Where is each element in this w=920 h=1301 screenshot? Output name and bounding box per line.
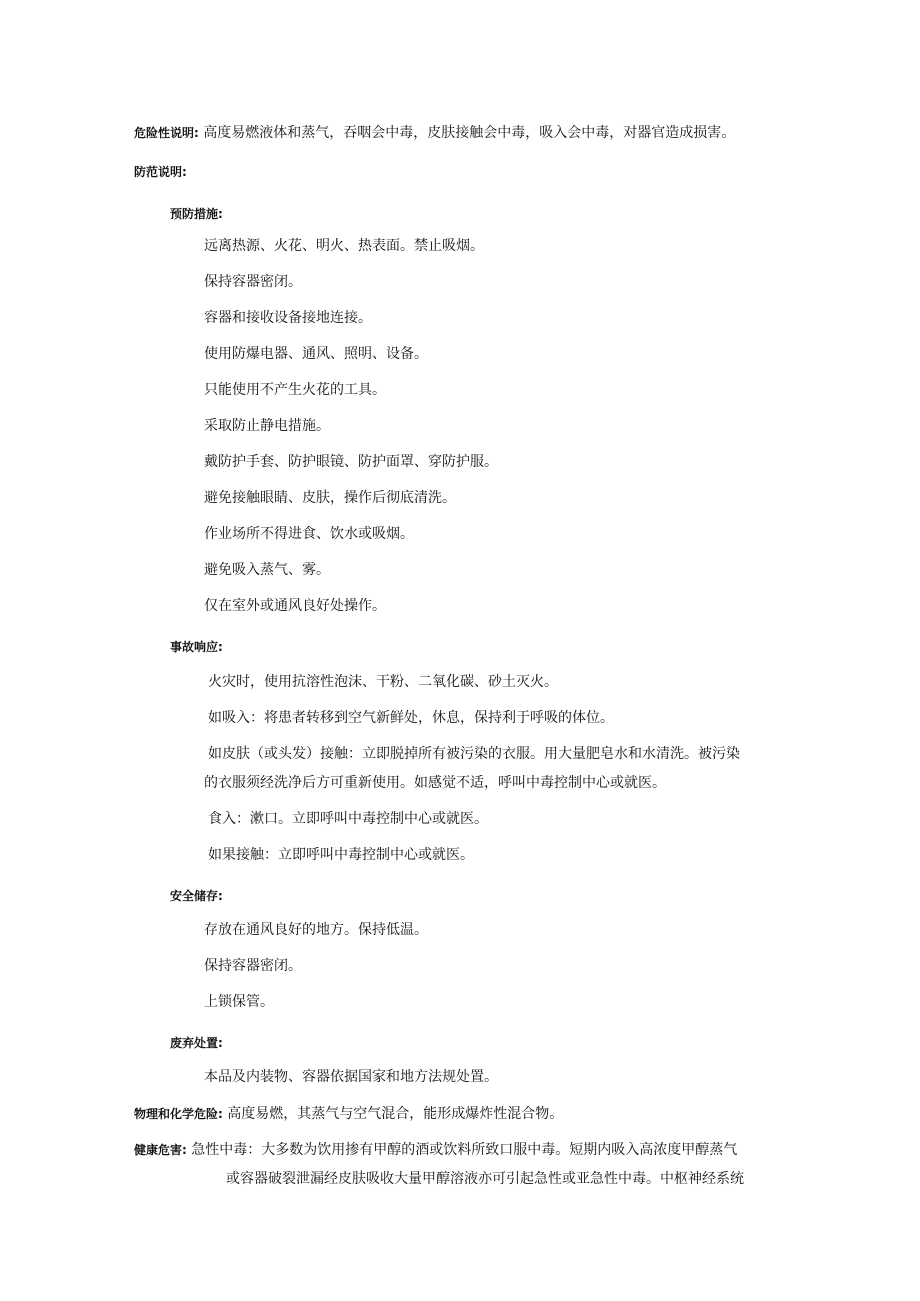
disposal-label: 废弃处置: <box>170 1036 223 1050</box>
prevention-item: 仅在室外或通风良好处操作。 <box>204 598 386 614</box>
prevention-item: 保持容器密闭。 <box>204 274 302 290</box>
hazard-statement-label: 危险性说明: <box>134 126 199 140</box>
response-item: 如吸入：将患者转移到空气新鲜处，休息，保持利于呼吸的体位。 <box>208 710 614 726</box>
hazard-statement <box>134 123 735 143</box>
health-text-line: 或容器破裂泄漏经皮肤吸收大量甲醇溶液亦可引起急性或亚急性中毒。中枢神经系统 <box>226 1171 744 1187</box>
storage-item: 保持容器密闭。 <box>204 958 302 974</box>
response-item: 如果接触：立即呼叫中毒控制中心或就医。 <box>208 847 474 863</box>
storage-item: 上锁保管。 <box>204 994 274 1010</box>
prevention-item: 避免吸入蒸气、雾。 <box>204 562 330 578</box>
response-item: 食入：漱口。立即呼叫中毒控制中心或就医。 <box>208 811 488 827</box>
response-label: 事故响应: <box>170 640 223 654</box>
prevention-item: 远离热源、火花、明火、热表面。禁止吸烟。 <box>204 238 484 254</box>
physical-chemical-hazard <box>134 1104 563 1124</box>
response-item-continued: 的衣服须经洗净后方可重新使用。如感觉不适，呼叫中毒控制中心或就医。 <box>204 775 666 791</box>
prevention-item: 只能使用不产生火花的工具。 <box>204 382 386 398</box>
health-label: 健康危害: <box>134 1143 187 1157</box>
hazard-statement-text: 高度易燃液体和蒸气，吞咽会中毒，皮肤接触会中毒，吸入会中毒，对器官造成损害。 <box>203 125 736 141</box>
storage-item: 存放在通风良好的地方。保持低温。 <box>204 922 428 938</box>
health-text-line: 急性中毒：大多数为饮用掺有甲醇的酒或饮料所致口服中毒。短期内吸入高浓度甲醇蒸气 <box>191 1142 738 1158</box>
prevention-item: 容器和接收设备接地连接。 <box>204 310 372 326</box>
prevention-item: 戴防护手套、防护眼镜、防护面罩、穿防护服。 <box>204 454 498 470</box>
disposal-item: 本品及内装物、容器依据国家和地方法规处置。 <box>204 1069 498 1085</box>
response-item: 火灾时，使用抗溶性泡沫、干粉、二氧化碳、砂土灭火。 <box>208 674 558 690</box>
prevention-item: 采取防止静电措施。 <box>204 418 330 434</box>
precaution-label: 防范说明: <box>134 165 187 179</box>
physical-chemical-label: 物理和化学危险: <box>134 1107 223 1121</box>
prevention-label: 预防措施: <box>170 207 223 221</box>
prevention-item: 作业场所不得进食、饮水或吸烟。 <box>204 526 414 542</box>
response-item: 如皮肤（或头发）接触：立即脱掉所有被污染的衣服。用大量肥皂水和水清洗。被污染 <box>208 746 740 762</box>
storage-label: 安全储存: <box>170 889 223 903</box>
prevention-item: 使用防爆电器、通风、照明、设备。 <box>204 346 428 362</box>
health-hazard <box>134 1140 737 1160</box>
prevention-item: 避免接触眼睛、皮肤，操作后彻底清洗。 <box>204 490 456 506</box>
physical-chemical-text: 高度易燃，其蒸气与空气混合，能形成爆炸性混合物。 <box>227 1106 564 1122</box>
